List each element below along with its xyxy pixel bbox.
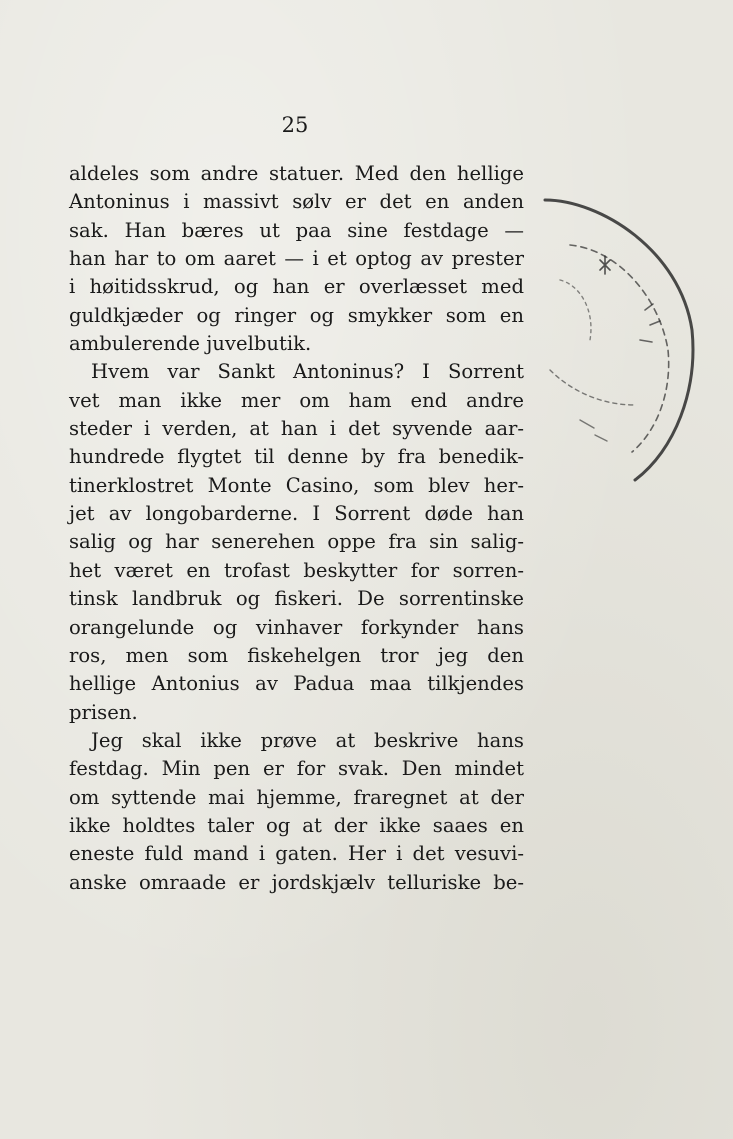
text-line: Antoninus i massivt sølv er det en anden (69, 190, 524, 214)
text-line: ros, men som fiskehelgen tror jeg den (69, 643, 524, 667)
text-line: festdag. Min pen er for svak. Den mindet (69, 757, 524, 781)
text-line: i høitidsskrud, og han er overlæsset med (69, 275, 524, 299)
text-line: hundrede flygtet til denne by fra benedik- (69, 445, 524, 469)
text-line: han har to om aaret — i et optog av prester (69, 247, 524, 271)
text-line: jet av longobarderne. I Sorrent døde han (69, 502, 524, 526)
text-line: het været en trofast beskytter for sorren- (69, 558, 524, 582)
text-line: orangelunde og vinhaver forkynder hans (69, 615, 524, 639)
body-text (69, 160, 524, 897)
text-line: om syttende mai hjemme, fraregnet at der (69, 785, 524, 809)
text-line: sak. Han bæres ut paa sine festdage — (69, 218, 524, 242)
page-number: 25 (281, 113, 309, 137)
text-line: guldkjæder og ringer og smykker som en (69, 303, 524, 327)
text-line: Jeg skal ikke prøve at beskrive hans (91, 728, 524, 752)
text-line: eneste fuld mand i gaten. Her i det vesuvi- (69, 842, 524, 866)
text-line: aldeles som andre statuer. Med den hellige (69, 162, 524, 185)
text-line: salig og har senerehen oppe fra sin salig- (69, 530, 524, 554)
text-line: hellige Antonius av Padua maa tilkjendes (69, 672, 524, 696)
text-line: ambulerende juvelbutik. (69, 332, 312, 356)
text-line: steder i verden, at han i det syvende aar- (69, 417, 524, 441)
text-line: vet man ikke mer om ham end andre (69, 388, 524, 412)
text-line: tinerklostret Monte Casino, som blev her- (69, 473, 524, 497)
text-line: Hvem var Sankt Antoninus? I Sorrent (91, 360, 524, 384)
library-stamp-icon (540, 190, 700, 490)
text-line: anske omraade er jordskjælv telluriske be- (69, 870, 524, 894)
text-line: ikke holdtes taler og at der ikke saaes en (69, 813, 524, 837)
text-line: tinsk landbruk og fiskeri. De sorrentinske (69, 587, 524, 611)
text-line: prisen. (69, 700, 138, 724)
